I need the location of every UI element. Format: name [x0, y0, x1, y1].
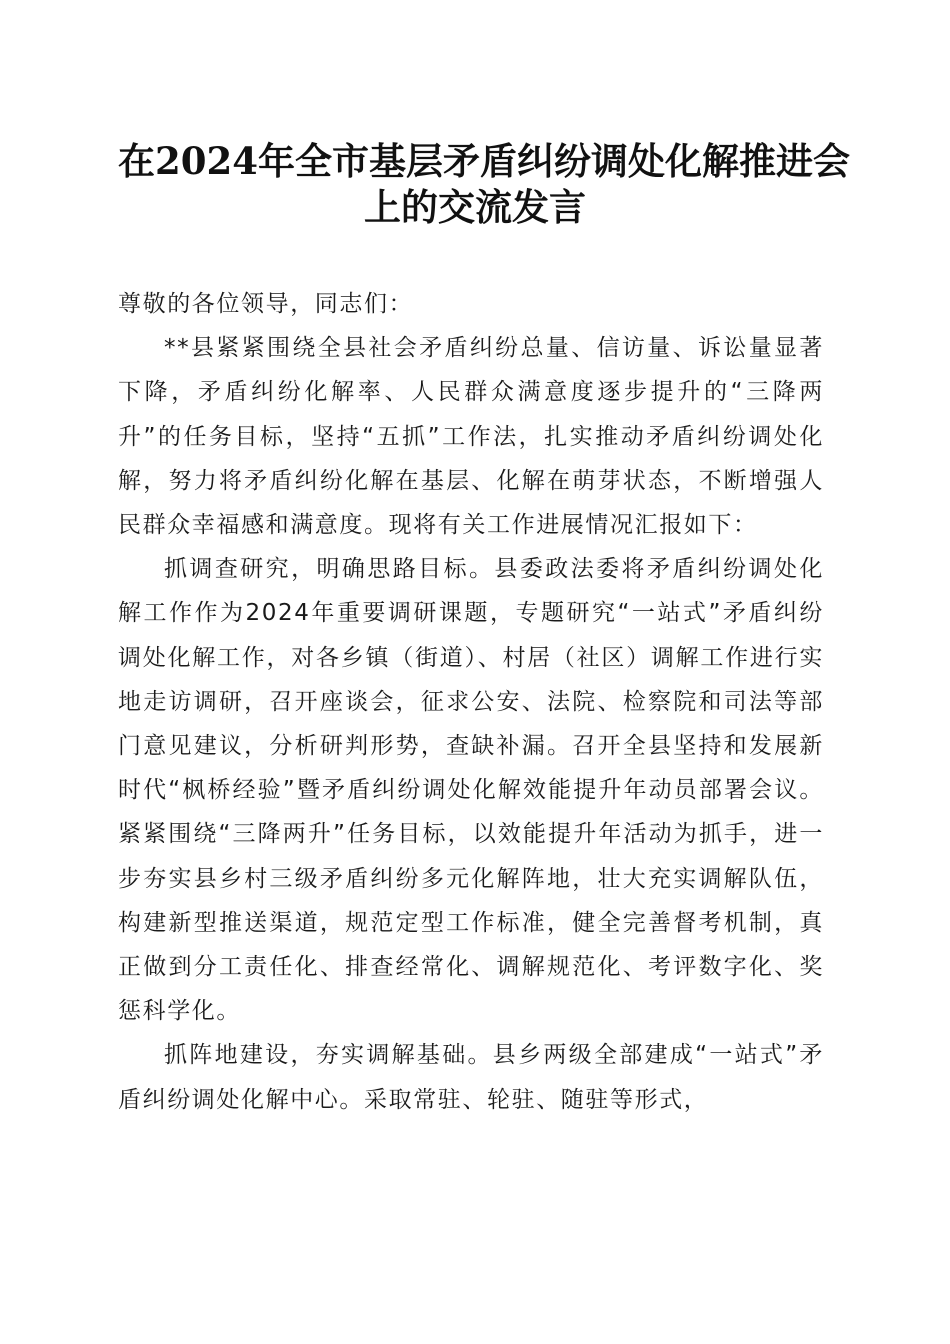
document-title	[118, 138, 850, 230]
salutation: 尊敬的各位领导，同志们：	[118, 291, 414, 317]
paragraph-positions: 抓阵地建设，夯实调解基础。县乡两级全部建成“一站式”矛盾纠纷调处化解中心。采取常驻、轮驻、随驻等形式，	[118, 1042, 824, 1113]
paragraph-intro: **县紧紧围绕全县社会矛盾纠纷总量、信访量、诉讼量显著下降，矛盾纠纷化解率、人民群众满意度逐步提升的“三降两升”的任务目标，坚持“五抓”工作法，扎实推动矛盾纠纷调处化解，努力将矛盾纠纷化解在基层、化解在萌芽状态，不断增强人民群众幸福感和满意度。现将有关工作进展情况汇报如下：	[118, 335, 824, 539]
document-body	[118, 282, 824, 1122]
document-title-line-2: 上的交流发言	[364, 185, 586, 229]
document-title-line-1: 在2024年全市基层矛盾纠纷调处化解推进会	[118, 139, 850, 183]
paragraph-research: 抓调查研究，明确思路目标。县委政法委将矛盾纠纷调处化解工作作为2024年重要调研课题，专题研究“一站式”矛盾纠纷调处化解工作，对各乡镇（街道）、村居（社区）调解工作进行实地走访调研，召开座谈会，征求公安、法院、检察院和司法等部门意见建议，分析研判形势，查缺补漏。召开全县坚持和发展新时代“枫桥经验”暨矛盾纠纷调处化解效能提升年动员部署会议。紧紧围绕“三降两升”任务目标，以效能提升年活动为抓手，进一步夯实县乡村三级矛盾纠纷多元化解阵地，壮大充实调解队伍，构建新型推送渠道，规范定型工作标准，健全完善督考机制，真正做到分工责任化、排查经常化、调解规范化、考评数字化、奖惩科学化。	[118, 556, 824, 1025]
